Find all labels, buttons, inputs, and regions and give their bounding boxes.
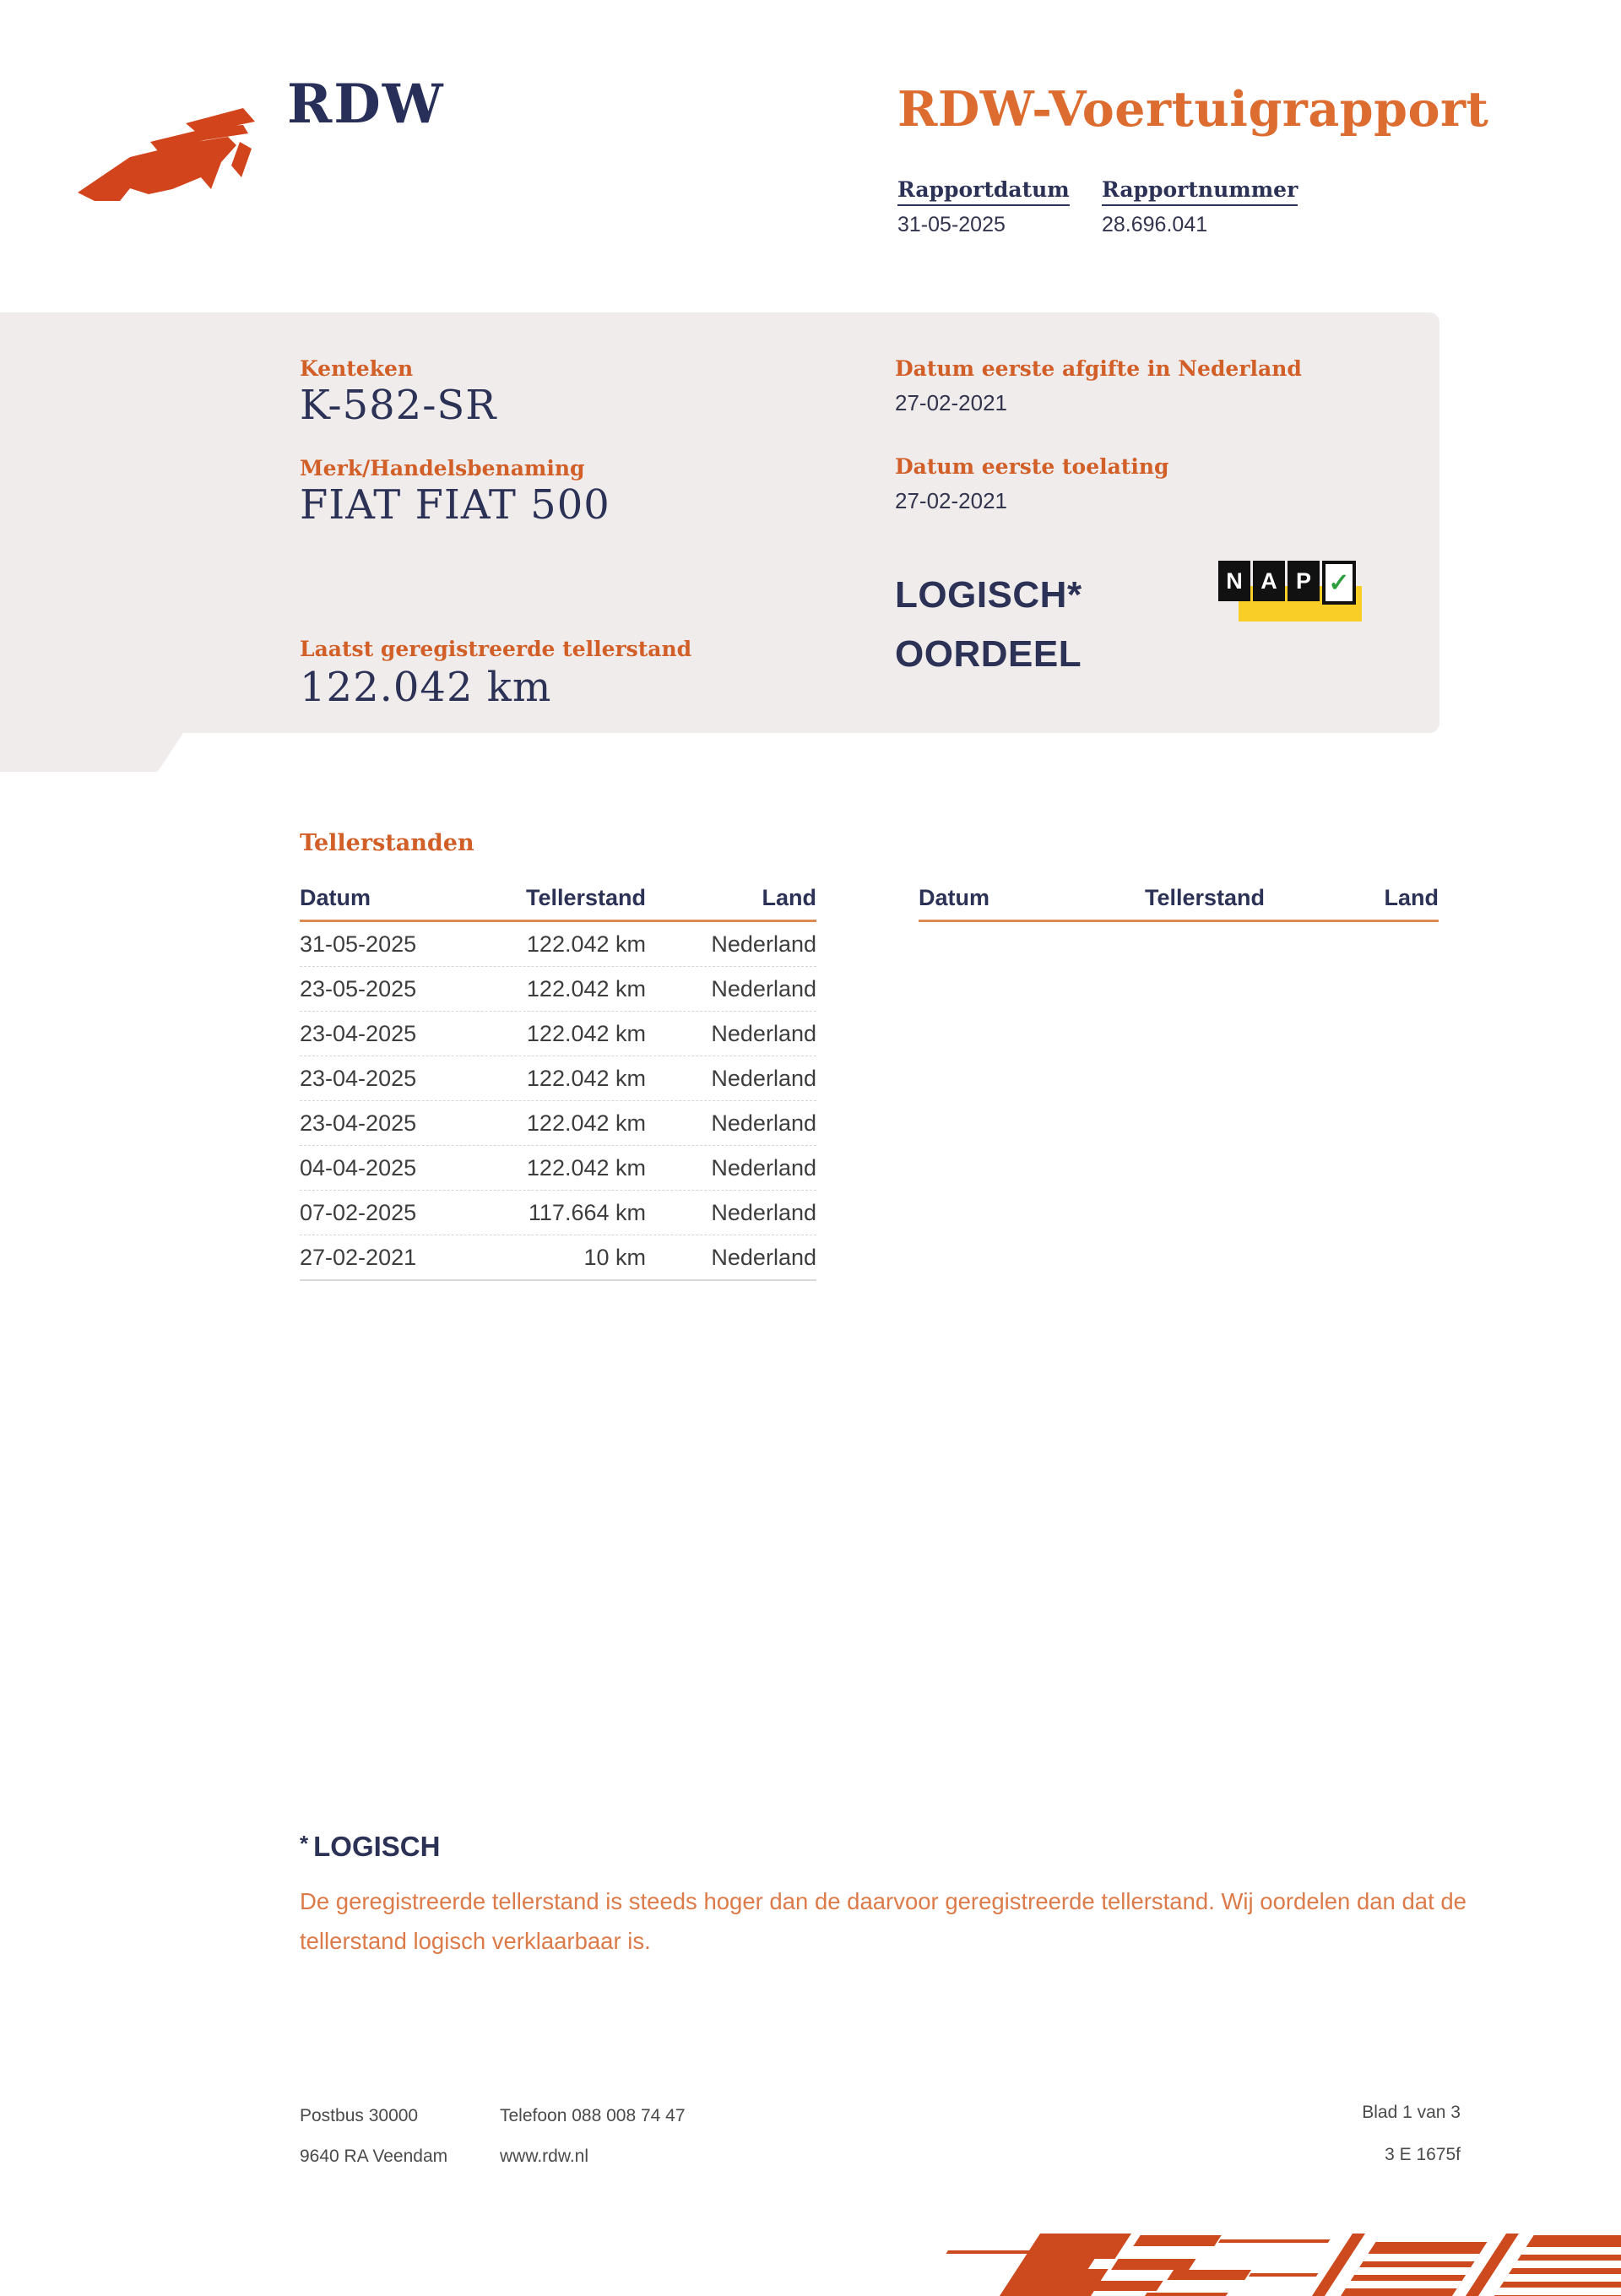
cell-tellerstand: 117.664 km <box>528 1199 646 1225</box>
footer-website: www.rdw.nl <box>500 2147 589 2166</box>
nap-letter-tile: N <box>1218 561 1250 601</box>
tellerstanden-heading: Tellerstanden <box>300 830 474 856</box>
table-row <box>300 1101 816 1146</box>
cell-land: Nederland <box>711 1244 816 1270</box>
afgifte-label: Datum eerste afgifte in Nederland <box>895 356 1302 381</box>
afgifte-value: 27-02-2021 <box>895 390 1007 415</box>
cell-tellerstand: 122.042 km <box>526 1110 646 1136</box>
cell-datum: 04-04-2025 <box>300 1154 417 1181</box>
footer-phone: Telefoon 088 008 74 47 <box>500 2106 686 2125</box>
page-title: RDW-Voertuigrapport <box>897 81 1489 138</box>
laatste-tellerstand-label: Laatst geregistreerde tellerstand <box>300 637 692 661</box>
table-row <box>300 967 816 1012</box>
cell-tellerstand: 122.042 km <box>526 1154 646 1181</box>
vehicle-summary-panel-tail <box>0 733 183 772</box>
table-header-row <box>919 885 1439 922</box>
report-date-label: Rapportdatum <box>897 177 1070 206</box>
cell-tellerstand: 122.042 km <box>526 975 646 1001</box>
report-number-label: Rapportnummer <box>1102 177 1298 206</box>
kenteken-label: Kenteken <box>300 356 414 381</box>
footer-address-line2: 9640 RA Veendam <box>300 2147 448 2166</box>
column-header-tellerstand: Tellerstand <box>1144 885 1265 910</box>
cell-datum: 23-05-2025 <box>300 975 417 1001</box>
footnote-heading <box>300 1831 440 1863</box>
table-header-row <box>300 885 816 922</box>
toelating-label: Datum eerste toelating <box>895 454 1169 479</box>
verdict-label: OORDEEL <box>895 633 1082 675</box>
table-row <box>300 1012 816 1056</box>
footer-form-code: 3 E 1675f <box>1385 2145 1461 2164</box>
cell-tellerstand: 122.042 km <box>526 931 646 957</box>
footer-page-indicator: Blad 1 van 3 <box>1362 2103 1461 2122</box>
column-header-datum: Datum <box>919 885 990 910</box>
footnote-word: LOGISCH <box>313 1831 441 1862</box>
footnote-asterisk: * <box>300 1831 309 1856</box>
cell-tellerstand: 122.042 km <box>526 1065 646 1091</box>
cell-land: Nederland <box>711 1065 816 1091</box>
mileage-table <box>300 885 816 1281</box>
cell-tellerstand: 10 km <box>583 1244 646 1270</box>
table-row <box>300 1056 816 1101</box>
table-row <box>300 1191 816 1235</box>
table-row <box>300 1146 816 1191</box>
cell-datum: 31-05-2025 <box>300 931 417 957</box>
table-row <box>300 1235 816 1281</box>
column-header-land: Land <box>1384 885 1439 910</box>
rdw-stripes-graphic <box>946 2234 1621 2296</box>
report-date-value: 31-05-2025 <box>897 213 1006 236</box>
report-number-value: 28.696.041 <box>1102 213 1208 236</box>
merk-value: FIAT FIAT 500 <box>300 481 610 529</box>
cell-land: Nederland <box>711 931 816 957</box>
cell-datum: 23-04-2025 <box>300 1065 417 1091</box>
column-header-land: Land <box>762 885 816 910</box>
cell-land: Nederland <box>711 1154 816 1181</box>
laatste-tellerstand-value: 122.042 km <box>300 664 552 711</box>
nap-letter-tile: A <box>1253 561 1285 601</box>
cell-tellerstand: 122.042 km <box>526 1020 646 1046</box>
cell-datum: 27-02-2021 <box>300 1244 417 1270</box>
verdict-value: LOGISCH* <box>895 574 1082 616</box>
kenteken-value: K-582-SR <box>300 382 497 429</box>
nap-check-icon: ✓ <box>1322 561 1356 605</box>
cell-land: Nederland <box>711 1020 816 1046</box>
cell-land: Nederland <box>711 975 816 1001</box>
cell-datum: 23-04-2025 <box>300 1020 417 1046</box>
rdw-logo-text: RDW <box>287 73 445 136</box>
cell-datum: 23-04-2025 <box>300 1110 417 1136</box>
cell-datum: 07-02-2025 <box>300 1199 417 1225</box>
footnote-text: De geregistreerde tellerstand is steeds hoger dan de daarvoor geregistreerde tellerstand. Wij oordelen dan dat de tellerstand logisch verklaarbaar is. <box>300 1888 1466 1954</box>
nap-logo <box>1218 561 1366 625</box>
column-header-datum: Datum <box>300 885 371 910</box>
mileage-table-secondary <box>919 885 1439 922</box>
footer-address-line1: Postbus 30000 <box>300 2106 419 2125</box>
cell-land: Nederland <box>711 1110 816 1136</box>
column-header-tellerstand: Tellerstand <box>525 885 646 910</box>
cell-land: Nederland <box>711 1199 816 1225</box>
nap-letter-tile: P <box>1288 561 1320 601</box>
table-row <box>300 922 816 967</box>
toelating-value: 27-02-2021 <box>895 488 1007 513</box>
merk-label: Merk/Handelsbenaming <box>300 456 585 480</box>
rdw-wing-icon <box>78 106 259 204</box>
